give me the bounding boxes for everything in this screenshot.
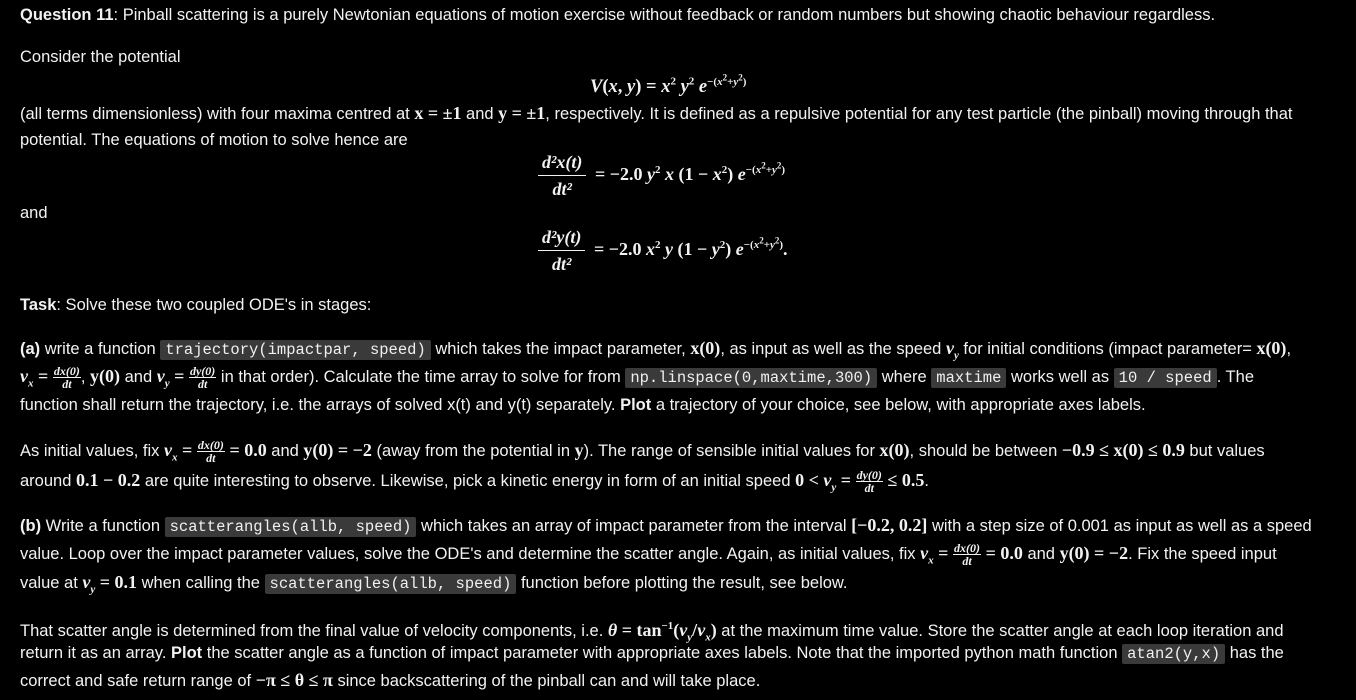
question-intro: : Pinball scattering is a purely Newtonian equations of motion exercise without feedback or random numbers but showing chaotic behaviour regardless.: [113, 6, 1216, 24]
question-number: Question 11: [20, 6, 114, 24]
part-a-line1: (a) write a function trajectory(impactpar, speed) which takes the impact parameter, x(0), as input as well as the speed $v_y$ for initial conditions (impact parameter= x(0),: [20, 338, 1292, 362]
part-b-label: (b): [20, 517, 42, 535]
code-speed: 10 / speed: [1114, 368, 1217, 388]
code-maxtime: maxtime: [931, 368, 1006, 388]
part-a-label: (a): [20, 340, 41, 358]
code-trajectory: trajectory(impactpar, speed): [160, 340, 430, 360]
code-linspace: np.linspace(0,maxtime,300): [625, 368, 877, 388]
equation-x-rhs: = −2.0 $y^2$ x $(1 - x^2)$ $e^{-(x^2+y^2)}$: [594, 160, 786, 185]
dy0-fraction: $\frac{dy(0)}{dt}$: [189, 364, 216, 392]
equation-y-rhs: = −2.0 $x^2$ y $(1 - y^2)$ $e^{-(x^2+y^2)}$.: [593, 235, 788, 260]
initial-values-line1: As initial values, fix $v_x$ = $\frac{dx(0)}{dt}$ = 0.0 and y(0) = −2 (away from the potential in y). The range of sensible initial values for x(0), should be between −0.9 ≤ x(0) ≤ 0.9 but values: [20, 438, 1265, 466]
potential-description-line1: (all terms dimensionless) with four maxima centred at x = ±1 and y = ±1, respectively. It is defined as a repulsive potential for any test particle (the pinball) moving through that: [20, 103, 1293, 123]
task-heading: Task: Solve these two coupled ODE's in stages:: [20, 296, 372, 314]
part-a-line3: function shall return the trajectory, i.e. the arrays of solved x(t) and y(t) separately. Plot a trajectory of your choice, see below, with appropriate axes labels.: [20, 396, 1146, 414]
consider-text: Consider the potential: [20, 48, 181, 66]
equation-y: [538, 227, 788, 275]
code-atan2: atan2(y,x): [1122, 644, 1225, 664]
code-scatterangles: scatterangles(allb, speed): [165, 517, 417, 537]
part-b-line2: value. Loop over the impact parameter values, solve the ODE's and determine the scatter angle. Again, as initial values, fix $v_x$ = $\frac{dx(0)}{dt}$ = 0.0 and y(0) = −2. Fix the speed input: [20, 541, 1277, 569]
scatter-angle-line2: return it as an array. Plot the scatter angle as a function of impact parameter with appropriate axes labels. Note that the imported python math function atan2(y,x) has the: [20, 644, 1284, 663]
equation-x: [538, 152, 785, 200]
equation-x-fraction: $\frac{\text{d²x(t)}}{\text{dt²}}$: [538, 152, 586, 200]
and-label: and: [20, 204, 48, 222]
potential-description-line2: potential. The equations of motion to solve hence are: [20, 131, 408, 149]
question-title: [20, 4, 1215, 26]
scatter-angle-line3: correct and safe return range of −π ≤ θ ≤ π since backscattering of the pinball can and will take place.: [20, 670, 761, 690]
initial-values-line2: around 0.1 − 0.2 are quite interesting to observe. Likewise, pick a kinetic energy in form of an initial speed $0 < v_y$ = $\frac{dy(0)}{dt}$ ≤ 0.5.: [20, 468, 929, 496]
part-b-line3: value at $v_y = 0.1$ when calling the scatterangles(allb, speed) function before plotting the result, see below.: [20, 572, 848, 596]
scatter-angle-line1: That scatter angle is determined from the final value of velocity components, i.e. $\theta = \tan^{-1}(v_y/v_x)$ at the maximum time value. Store the scatter angle at each loop iteration and: [20, 620, 1284, 644]
part-a-line2: $v_x$ = $\frac{dx(0)}{dt}$ , y(0) and $v_y$ = $\frac{dy(0)}{dt}$ in that order). Calculate the time array to solve for from np.linspace(0,maxtime,300) where maxtime works well as 10 / speed . The: [20, 364, 1254, 392]
part-b-line1: (b) Write a function scatterangles(allb, speed) which takes an array of impact parameter from the interval [−0.2, 0.2] with a step size of 0.001 as input as well as a speed: [20, 515, 1312, 536]
equation-y-fraction: $\frac{\text{d²y(t)}}{\text{dt²}}$: [538, 227, 585, 275]
code-scatterangles-2: scatterangles(allb, speed): [265, 574, 517, 594]
potential-equation: V(x, $y) = x^2$ $y^2$ $e^{-(x^2+y^2)}$: [590, 72, 747, 97]
dx0-fraction: $\frac{dx(0)}{dt}$: [53, 364, 80, 392]
